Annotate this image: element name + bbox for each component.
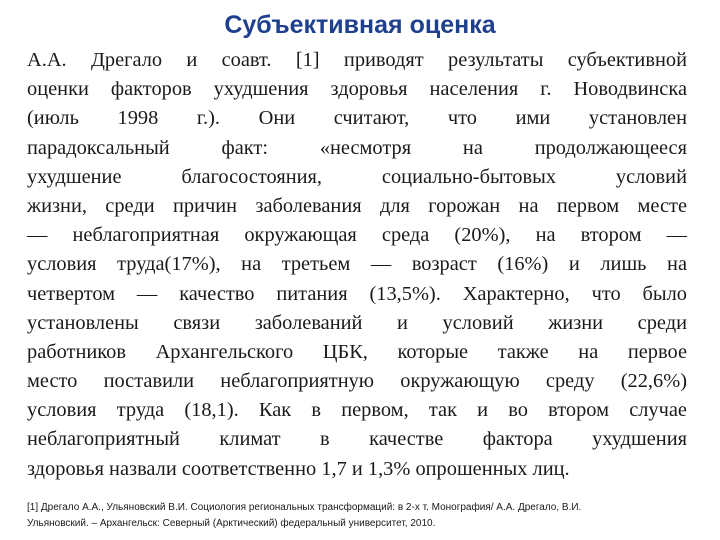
body-line: оценки факторов ухудшения здоровья населения г. Новодвинска — [27, 78, 687, 101]
body-line: неблагоприятный климат в качестве фактора ухудшения — [27, 428, 687, 451]
slide-title: Субъективная оценка — [224, 11, 496, 39]
body-line: условия труда(17%), на третьем — возраст (16%) и лишь на — [27, 253, 687, 276]
body-line: жизни, среди причин заболевания для горожан на первом месте — [27, 194, 687, 217]
footnote-line: Ульяновский. – Архангельск: Северный (Арктический) федеральный университет, 2010. — [27, 518, 436, 529]
body-line: четвертом — качество питания (13,5%). Характерно, что было — [27, 282, 687, 305]
body-line: ухудшение благосостояния, социально-бытовых условий — [27, 165, 687, 188]
body-line: место поставили неблагоприятную окружающую среду (22,6%) — [27, 370, 687, 393]
footnote-line: [1] Дрегало А.А., Ульяновский В.И. Социология региональных трансформаций: в 2-х т. Монография/ А.А. Дрегало, В.И. — [27, 502, 582, 513]
body-line: А.А. Дрегало и соавт. [1] приводят результаты субъективной — [27, 49, 687, 71]
body-line: работников Архангельского ЦБК, которые также на первое — [27, 340, 687, 363]
body-paragraph — [27, 46, 687, 484]
body-line: — неблагоприятная окружающая среда (20%), на втором — — [27, 224, 687, 247]
body-line: условия труда (18,1). Как в первом, так и во втором случае — [27, 399, 687, 422]
body-line: здоровья назвали соответственно 1,7 и 1,3% опрошенных лиц. — [27, 457, 570, 480]
body-line: установлены связи заболеваний и условий жизни среди — [27, 311, 687, 334]
body-line: парадоксальный факт: «несмотря на продолжающееся — [27, 136, 687, 159]
body-line: (июль 1998 г.). Они считают, что ими установлен — [27, 107, 687, 130]
footnote — [27, 500, 667, 532]
